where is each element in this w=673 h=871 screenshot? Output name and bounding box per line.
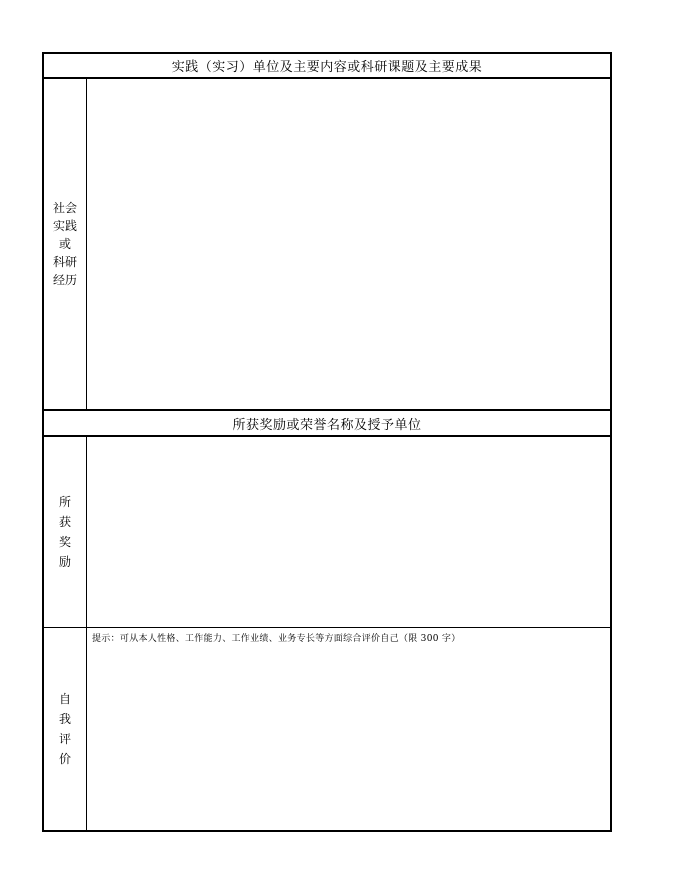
practice-label-line: 社会 [52,201,77,215]
self-eval-label-cell [44,628,87,830]
practice-label-line: 经历 [52,273,77,287]
self-eval-label-line: 价 [58,752,71,766]
awards-label [59,492,71,572]
self-eval-hint: 提示：可从本人性格、工作能力、工作业绩、业务专长等方面综合评价自己（限 300 字） [92,634,461,644]
awards-label-line: 获 [58,515,71,529]
self-eval-content-cell[interactable] [87,628,610,830]
practice-content-cell[interactable] [87,79,610,409]
awards-label-line: 所 [58,495,71,509]
practice-label-line: 科研 [52,255,77,269]
practice-label-line: 实践 [52,219,77,233]
awards-content-cell[interactable] [87,437,610,627]
awards-label-cell [44,437,87,627]
awards-label-line: 励 [58,555,71,569]
self-eval-label-line: 我 [58,712,71,726]
experience-form [42,52,612,832]
practice-label-cell [44,79,87,409]
awards-section [44,437,610,627]
self-eval-label-line: 评 [58,732,71,746]
awards-label-line: 奖 [58,535,71,549]
self-eval-label-line: 自 [58,692,71,706]
practice-section [44,79,610,409]
practice-label [53,199,77,289]
awards-header-text: 所获奖励或荣誉名称及授予单位 [232,417,422,433]
self-eval-label [59,689,71,769]
practice-label-line: 或 [58,237,71,251]
self-eval-section [44,627,610,830]
practice-header [44,54,610,79]
awards-header [44,409,610,437]
practice-header-text: 实践（实习）单位及主要内容或科研课题及主要成果 [171,60,483,75]
